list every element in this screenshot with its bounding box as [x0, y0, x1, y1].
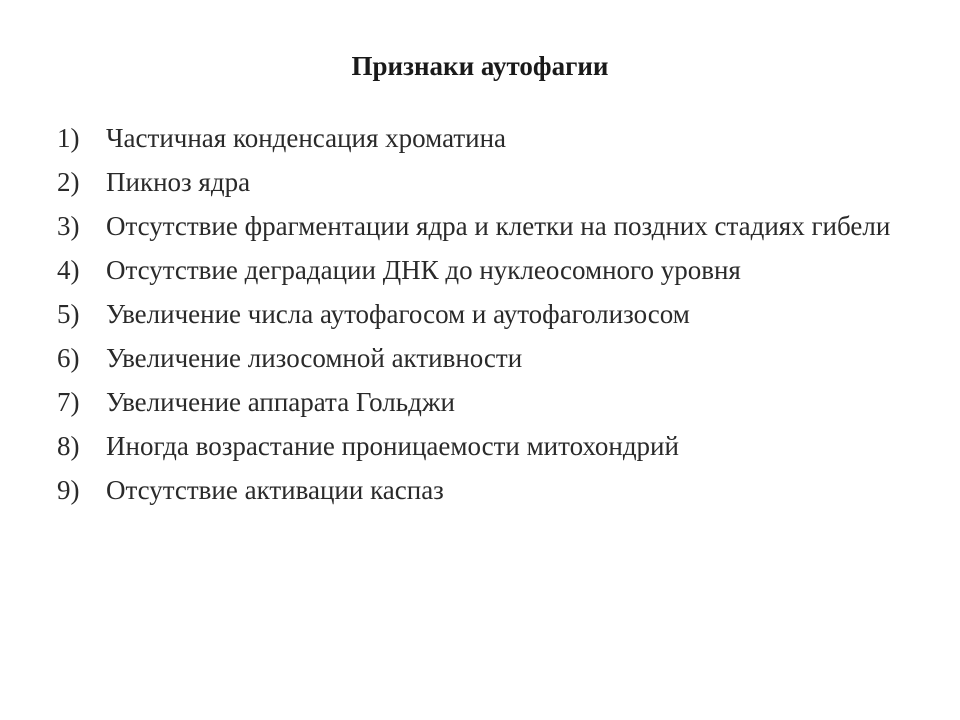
list-item-text: Увеличение числа аутофагосом и аутофаголизосом — [106, 299, 690, 329]
list-item-text: Пикноз ядра — [106, 167, 251, 197]
list-item — [57, 296, 917, 333]
feature-list — [57, 120, 917, 516]
list-item-number: 5) — [57, 299, 80, 329]
list-item-number: 9) — [57, 475, 80, 505]
list-item-text: Увеличение аппарата Гольджи — [106, 387, 455, 417]
list-item — [57, 384, 917, 421]
list-item-number: 3) — [57, 211, 80, 241]
list-item-number: 8) — [57, 431, 80, 461]
list-item-number: 6) — [57, 343, 80, 373]
list-item-text: Увеличение лизосомной активности — [106, 343, 523, 373]
list-item — [57, 472, 917, 509]
list-item-text: Отсутствие активации каспаз — [106, 475, 444, 505]
list-item — [57, 208, 917, 245]
list-item — [57, 428, 917, 465]
list-item-text: Иногда возрастание проницаемости митохондрий — [106, 431, 679, 461]
list-item-text: Отсутствие деградации ДНК до нуклеосомного уровня — [106, 255, 741, 285]
list-item-number: 7) — [57, 387, 80, 417]
list-item-number: 1) — [57, 123, 80, 153]
list-item-number: 2) — [57, 167, 80, 197]
page-title: Признаки аутофагии — [351, 51, 609, 81]
list-item-number: 4) — [57, 255, 80, 285]
list-item — [57, 164, 917, 201]
list-item — [57, 340, 917, 377]
list-item — [57, 120, 917, 157]
list-item-text: Отсутствие фрагментации ядра и клетки на поздних стадиях гибели — [106, 211, 891, 241]
list-item — [57, 252, 917, 289]
list-item-text: Частичная конденсация хроматина — [106, 123, 507, 153]
